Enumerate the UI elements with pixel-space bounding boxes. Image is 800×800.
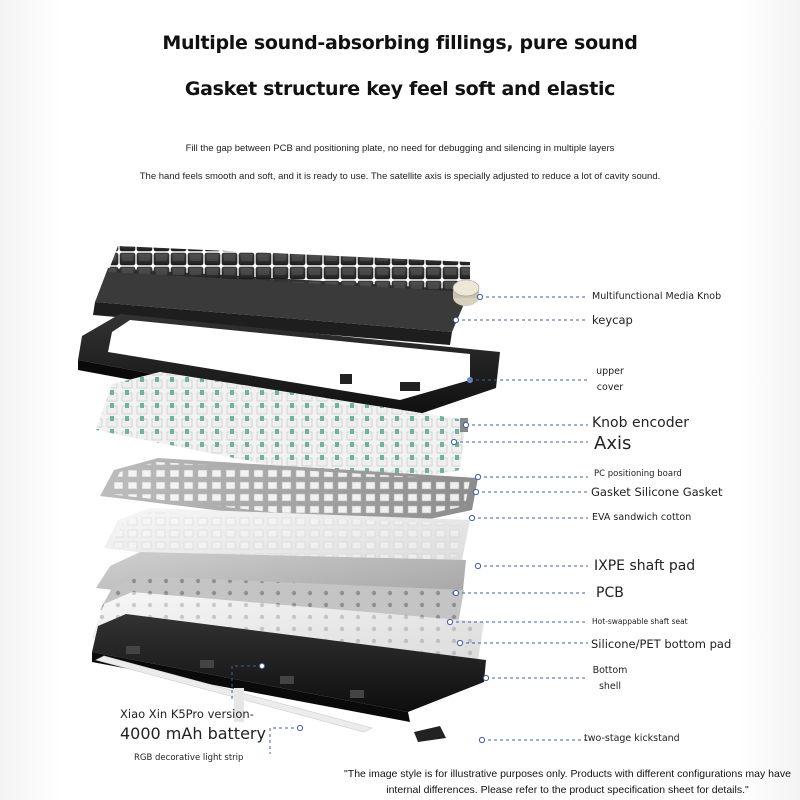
label-hot-swap-seat: Hot-swappable shaft seat bbox=[592, 617, 688, 626]
label-pc-positioning-board: PC positioning board bbox=[594, 469, 682, 479]
label-upper-cover-2: cover bbox=[596, 382, 624, 393]
kickstand-illustration bbox=[414, 726, 446, 742]
headline-secondary: Gasket structure key feel soft and elastic bbox=[184, 78, 616, 100]
note-rgb-strip: RGB decorative light strip bbox=[134, 753, 244, 763]
label-axis: Axis bbox=[594, 433, 632, 454]
headline-primary: Multiple sound-absorbing fillings, pure sound bbox=[162, 32, 638, 54]
note-version: Xiao Xin K5Pro version- bbox=[120, 707, 254, 721]
media-knob-illustration bbox=[453, 280, 479, 306]
label-keycap: keycap bbox=[592, 313, 633, 327]
subtext-line-1: Fill the gap between PCB and positioning plate, no need for debugging and silencing in multiple layers bbox=[185, 143, 615, 154]
label-ixpe-pad: IXPE shaft pad bbox=[594, 558, 696, 574]
label-gasket: Gasket Silicone Gasket bbox=[591, 485, 723, 499]
disclaimer-text: "The image style is for illustrative purposes only. Products with different configurations may have internal differences. Please refer to the product specification sheet for details." bbox=[344, 768, 791, 796]
label-eva-cotton: EVA sandwich cotton bbox=[592, 512, 692, 523]
label-bottom-shell-2: shell bbox=[598, 681, 622, 692]
label-pcb: PCB bbox=[596, 585, 624, 601]
label-bottom-shell-1: Bottom bbox=[592, 665, 628, 676]
label-kickstand: two-stage kickstand bbox=[584, 733, 680, 744]
note-battery: 4000 mAh battery bbox=[120, 724, 266, 743]
label-bottom-pad: Silicone/PET bottom pad bbox=[591, 637, 732, 651]
label-upper-cover-1: upper bbox=[596, 366, 624, 377]
subtext-line-2: The hand feels smooth and soft, and it is ready to use. The satellite axis is specially adjusted to reduce a lot of cavity sound. bbox=[139, 171, 661, 182]
label-knob-encoder: Knob encoder bbox=[592, 415, 689, 431]
label-media-knob: Multifunctional Media Knob bbox=[592, 291, 722, 302]
